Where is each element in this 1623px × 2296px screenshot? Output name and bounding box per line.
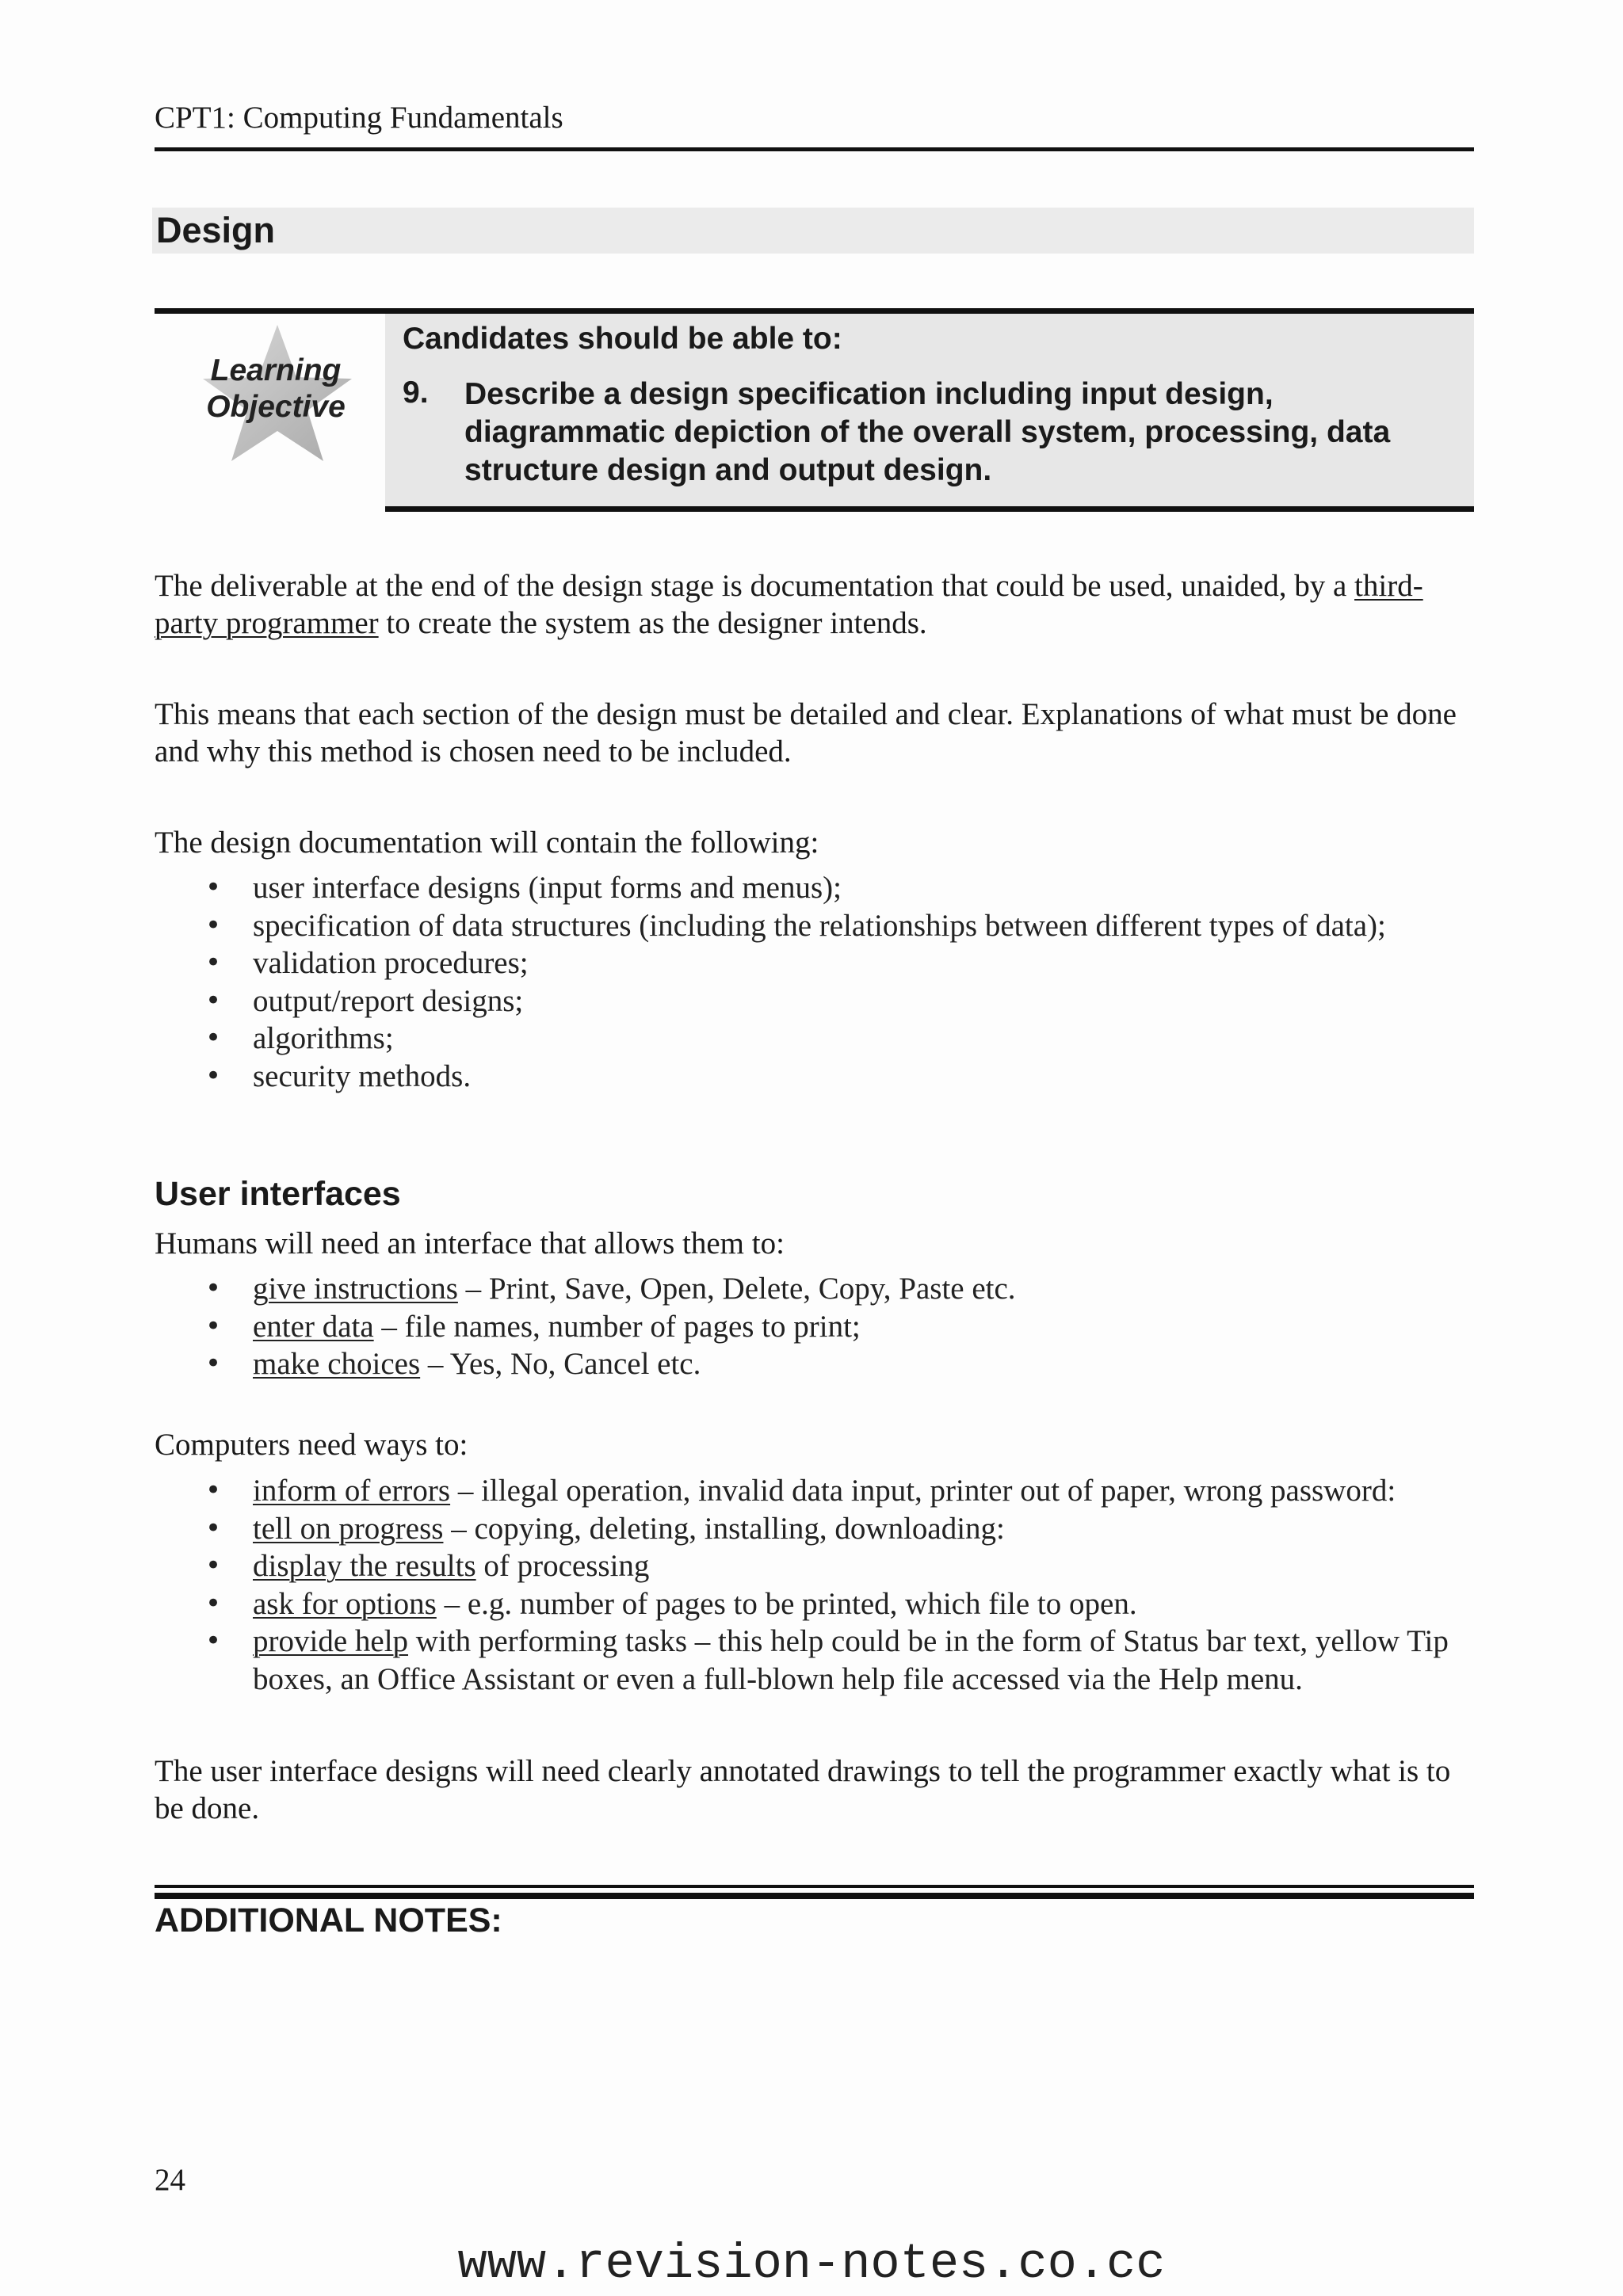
- list-item-text: specification of data structures (including the relationships between different types of data);: [253, 908, 1386, 943]
- bullet-icon: •: [205, 1550, 222, 1581]
- list-item-text: – Print, Save, Open, Delete, Copy, Paste etc.: [457, 1272, 1016, 1306]
- list-item-text: output/report designs;: [253, 983, 524, 1018]
- bullet-icon: •: [205, 1474, 222, 1506]
- bullet-icon: •: [205, 1022, 222, 1054]
- list-item: [155, 1308, 1478, 1346]
- footer-url: www.revision-notes.co.cc: [457, 2236, 1166, 2292]
- underlined-term: enter data: [253, 1309, 374, 1344]
- list-item-text: with performing tasks – this help could be in the form of Status bar text, yellow Tip boxes, an Office Assistant or even a full-blown help file accessed via the Help menu.: [253, 1624, 1449, 1696]
- underlined-term: make choices: [253, 1347, 421, 1381]
- list-item-text: – copying, deleting, installing, downloading:: [443, 1511, 1005, 1546]
- computers-intro: Computers need ways to:: [155, 1428, 468, 1462]
- underlined-term: third-party programmer: [155, 569, 1423, 640]
- learning-objective-badge: [190, 320, 365, 463]
- list-item: [155, 869, 1478, 907]
- list-item-text: – file names, number of pages to print;: [373, 1309, 861, 1344]
- list-item-text: security methods.: [253, 1058, 472, 1093]
- underlined-term: tell on progress: [253, 1511, 444, 1546]
- objective-bottom-rule: [385, 506, 1474, 512]
- list-item: [155, 944, 1478, 982]
- notes-rule-thick: [155, 1893, 1474, 1899]
- objective-intro: Candidates should be able to:: [403, 322, 842, 356]
- subheading-user-interfaces: User interfaces: [155, 1175, 401, 1213]
- underlined-term: inform of errors: [253, 1474, 451, 1508]
- objective-top-rule: [155, 308, 1474, 314]
- paragraph-contents-intro: The design documentation will contain the following:: [155, 826, 819, 860]
- list-item: [155, 1270, 1478, 1308]
- list-item: [155, 1585, 1478, 1623]
- paragraph-deliverable: [155, 567, 1478, 642]
- paragraph-text: The deliverable at the end of the design stage is documentation that could be used, unaided, by a: [155, 569, 1355, 603]
- bullet-icon: •: [205, 1625, 222, 1657]
- underlined-term: give instructions: [253, 1272, 458, 1306]
- list-item-text: of processing: [475, 1549, 650, 1583]
- bullet-icon: •: [205, 984, 222, 1016]
- additional-notes-heading: ADDITIONAL NOTES:: [155, 1901, 502, 1939]
- running-header: CPT1: Computing Fundamentals: [155, 101, 563, 135]
- bullet-icon: •: [205, 1310, 222, 1342]
- design-contents-list: [155, 869, 1478, 1095]
- paragraph-text: to create the system as the designer intends.: [378, 606, 927, 640]
- notes-rule-thin: [155, 1885, 1474, 1888]
- header-rule: [155, 147, 1474, 151]
- list-item: [155, 1058, 1478, 1096]
- bullet-icon: •: [205, 871, 222, 903]
- badge-text-learning: Learning: [210, 353, 342, 387]
- list-item: [155, 1020, 1478, 1058]
- list-item: [155, 907, 1478, 945]
- list-item: [155, 1345, 1478, 1383]
- paragraph-detail: This means that each section of the design must be detailed and clear. Explanations of what must be done and why this method is chosen need to be included.: [155, 697, 1457, 769]
- humans-list: [155, 1270, 1478, 1383]
- list-item-text: – illegal operation, invalid data input, printer out of paper, wrong password:: [450, 1474, 1396, 1508]
- bullet-icon: •: [205, 1348, 222, 1379]
- bullet-icon: •: [205, 909, 222, 941]
- list-item-text: algorithms;: [253, 1021, 394, 1055]
- humans-intro: Humans will need an interface that allows them to:: [155, 1226, 785, 1261]
- star-icon: [190, 320, 365, 463]
- bullet-icon: •: [205, 1272, 222, 1304]
- bullet-icon: •: [205, 1587, 222, 1619]
- objective-item-number: 9.: [403, 376, 429, 410]
- list-item: [155, 1623, 1478, 1698]
- list-item: [155, 1547, 1478, 1585]
- bullet-icon: •: [205, 1512, 222, 1544]
- list-item-text: – e.g. number of pages to be printed, which file to open.: [436, 1586, 1137, 1621]
- page-number: 24: [155, 2163, 185, 2197]
- bullet-icon: •: [205, 947, 222, 978]
- underlined-term: display the results: [253, 1549, 476, 1583]
- paragraph-annotated-drawings: The user interface designs will need clearly annotated drawings to tell the programmer exactly what is to be done.: [155, 1754, 1451, 1825]
- list-item-text: – Yes, No, Cancel etc.: [420, 1347, 701, 1381]
- underlined-term: ask for options: [253, 1586, 437, 1621]
- computers-list: [155, 1472, 1478, 1698]
- underlined-term: provide help: [253, 1624, 409, 1658]
- list-item-text: user interface designs (input forms and menus);: [253, 871, 842, 905]
- list-item: [155, 1510, 1478, 1548]
- list-item-text: validation procedures;: [253, 946, 529, 980]
- section-heading: Design: [152, 208, 1474, 254]
- list-item: [155, 1472, 1478, 1510]
- bullet-icon: •: [205, 1059, 222, 1092]
- objective-item-text: Describe a design specification including input design, diagrammatic depiction of the overall system, processing, data structure design and output design.: [464, 377, 1391, 487]
- list-item: [155, 982, 1478, 1020]
- badge-text-objective: Objective: [206, 390, 346, 424]
